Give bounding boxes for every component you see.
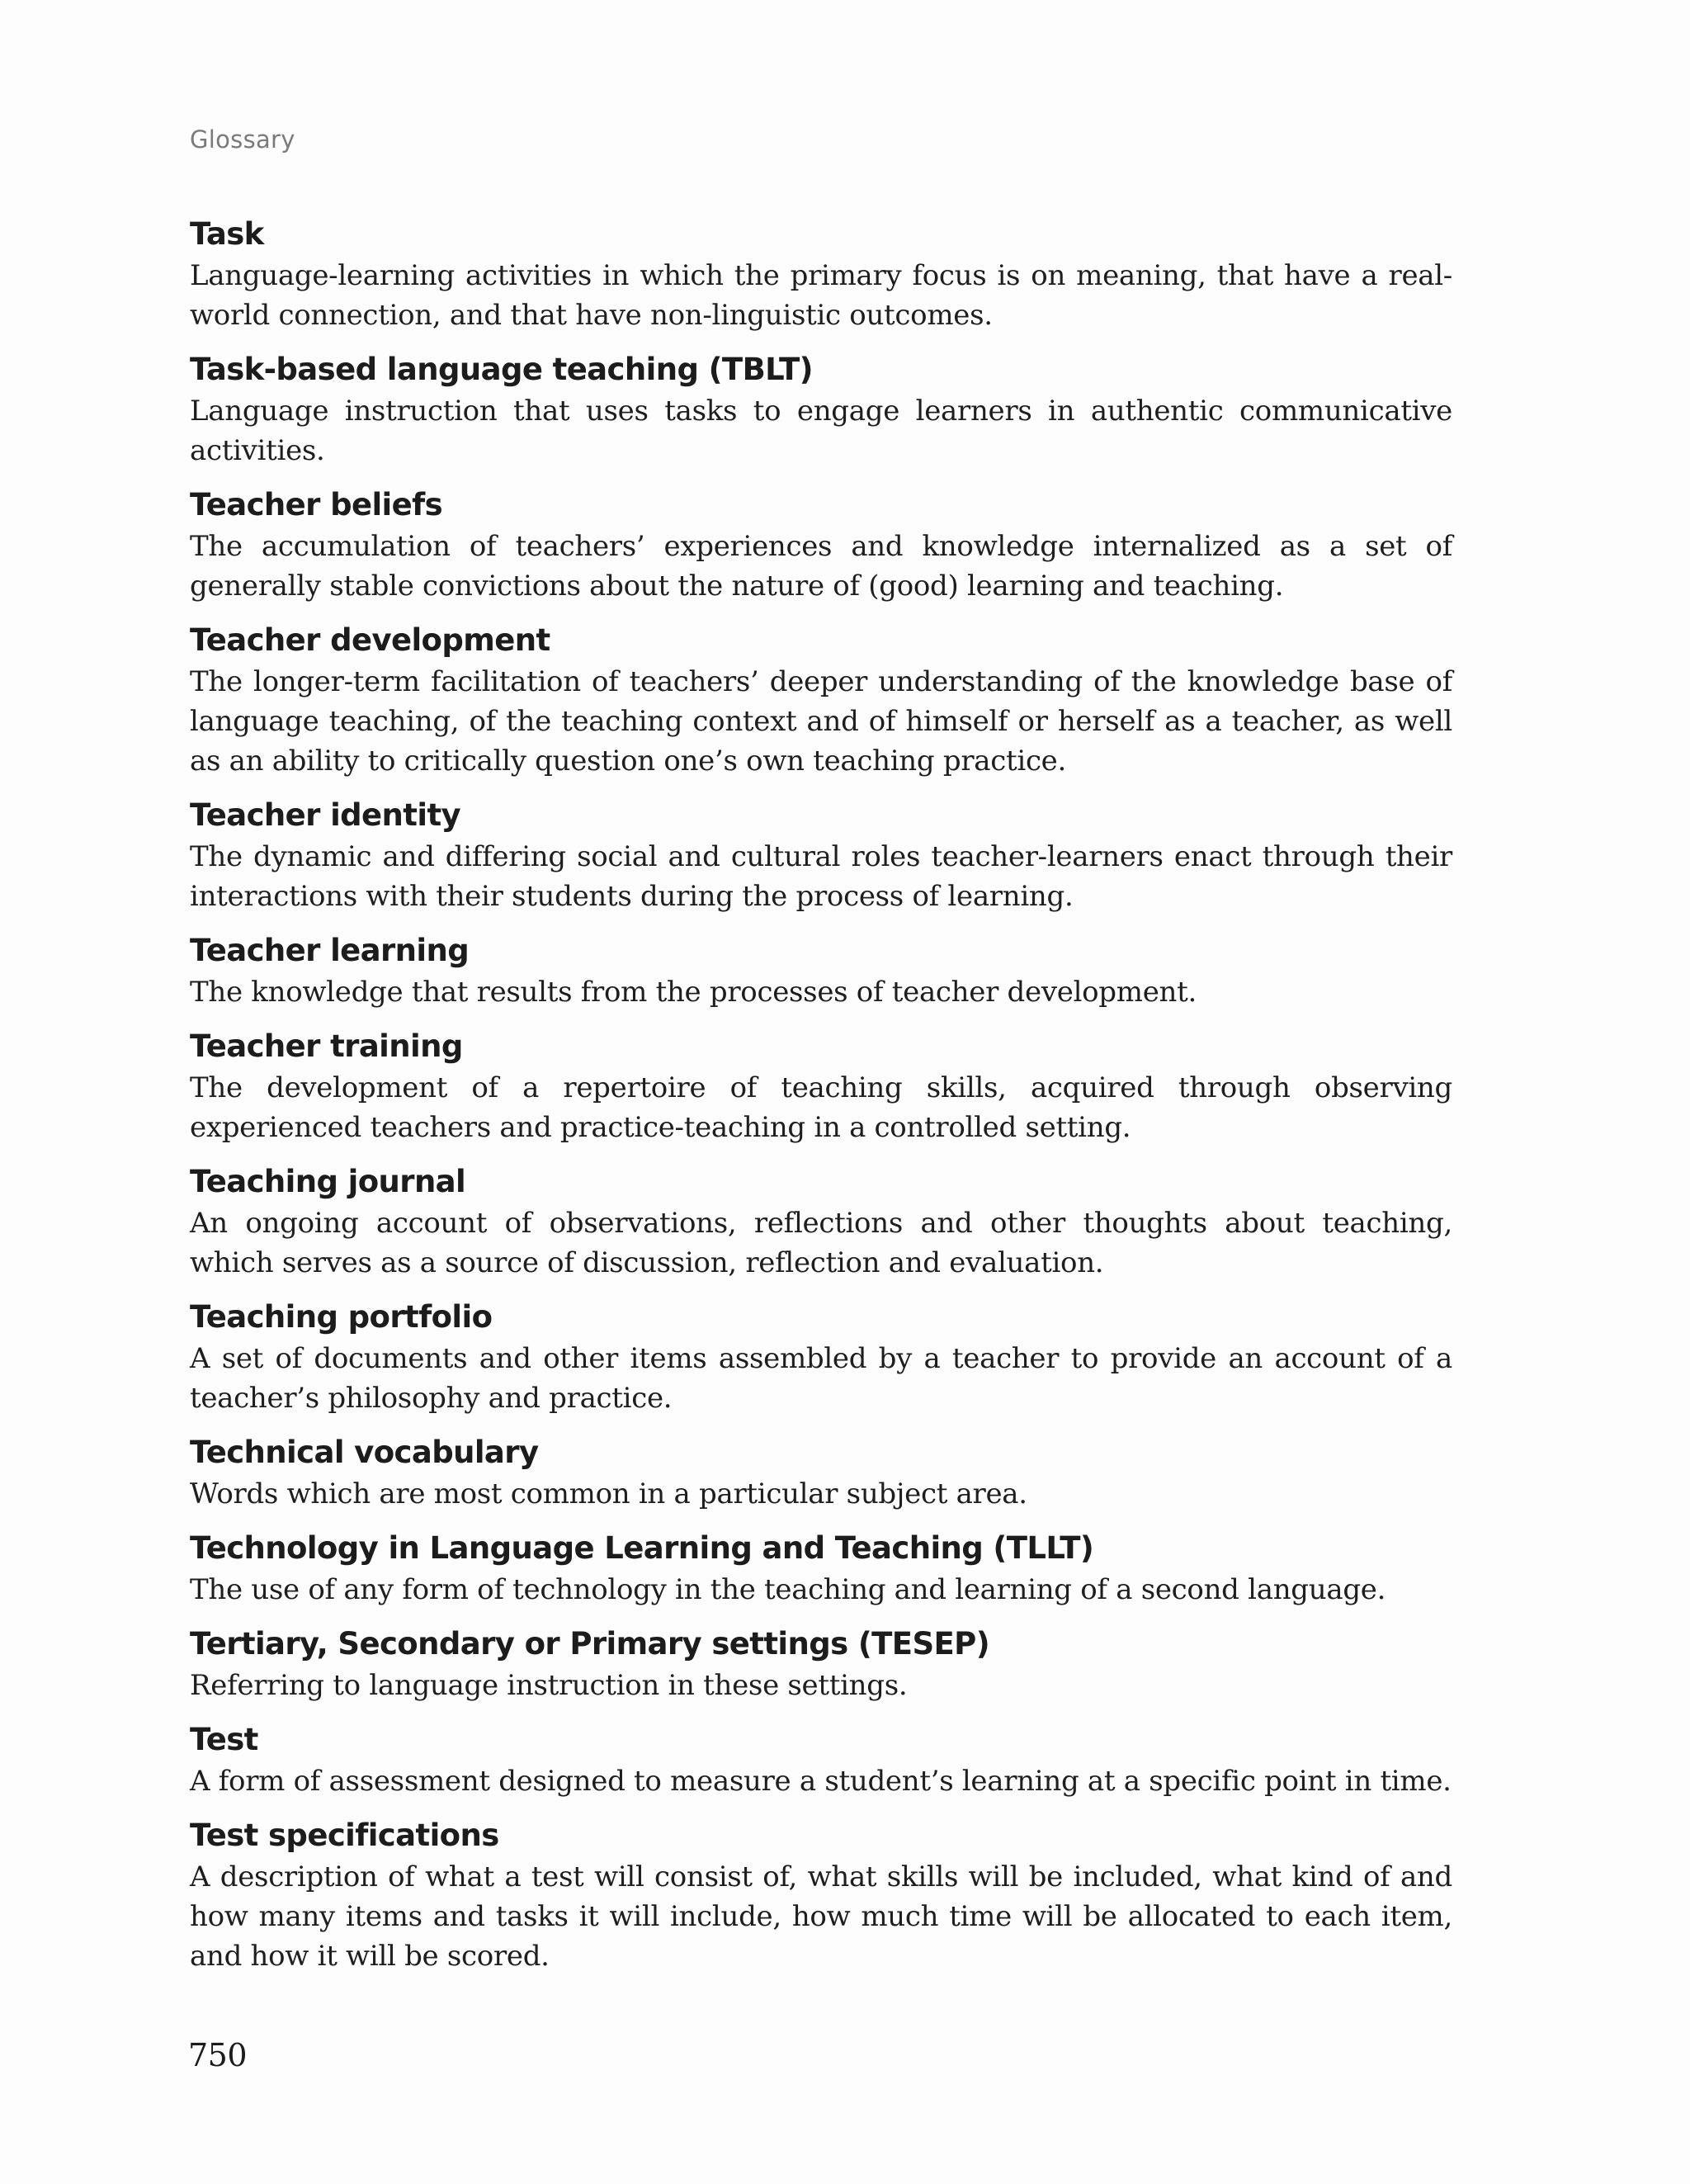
glossary-term: Teacher learning: [190, 933, 470, 968]
glossary-definition: A form of assessment designed to measure a student’s learning at a specific point in time.: [190, 1765, 1452, 1798]
glossary-definition: A description of what a test will consist of, what skills will be included, what kind of and how many items and tasks it will include, how much time will be allocated to each item, and how it will be scored.: [190, 1860, 1452, 1973]
glossary-term: Teacher training: [190, 1028, 463, 1064]
glossary-definition: Words which are most common in a particular subject area.: [190, 1477, 1027, 1510]
glossary-entry-tllt: [190, 1530, 1452, 1610]
glossary-definition: Referring to language instruction in these settings.: [190, 1669, 908, 1702]
glossary-term: Technical vocabulary: [190, 1435, 539, 1470]
glossary-entries: [190, 216, 1452, 1993]
glossary-entry-teaching-portfolio: [190, 1299, 1452, 1418]
glossary-term: Teaching portfolio: [190, 1299, 493, 1335]
glossary-entry-teacher-beliefs: [190, 487, 1452, 606]
glossary-entry-teacher-training: [190, 1028, 1452, 1147]
glossary-entry-test-specifications: [190, 1818, 1452, 1976]
glossary-definition: The use of any form of technology in the teaching and learning of a second language.: [190, 1573, 1386, 1606]
glossary-entry-technical-vocabulary: [190, 1435, 1452, 1514]
glossary-term: Teacher beliefs: [190, 487, 443, 522]
glossary-entry-tblt: [190, 352, 1452, 470]
glossary-entry-tesep: [190, 1626, 1452, 1705]
glossary-term: Teacher development: [190, 622, 550, 658]
glossary-definition: Language instruction that uses tasks to engage learners in authentic communicative activities.: [190, 395, 1452, 467]
running-head: Glossary: [190, 125, 295, 154]
glossary-term: Task-based language teaching (TBLT): [190, 352, 813, 387]
glossary-entry-teacher-learning: [190, 933, 1452, 1012]
glossary-entry-teaching-journal: [190, 1164, 1452, 1283]
glossary-definition: The accumulation of teachers’ experiences and knowledge internalized as a set of generally stable convictions about the nature of (good) learning and teaching.: [190, 530, 1452, 603]
glossary-term: Teaching journal: [190, 1164, 466, 1199]
glossary-entry-teacher-identity: [190, 797, 1452, 916]
glossary-definition: A set of documents and other items assembled by a teacher to provide an account of a teacher’s philosophy and practice.: [190, 1342, 1452, 1415]
glossary-term: Teacher identity: [190, 797, 461, 833]
glossary-definition: An ongoing account of observations, reflections and other thoughts about teaching, which serves as a source of discussion, reflection and evaluation.: [190, 1207, 1452, 1279]
glossary-definition: The knowledge that results from the processes of teacher development.: [190, 976, 1197, 1009]
glossary-definition: The dynamic and differing social and cultural roles teacher-learners enact through their interactions with their students during the process of learning.: [190, 840, 1452, 913]
glossary-entry-task: [190, 216, 1452, 335]
glossary-term: Test specifications: [190, 1818, 499, 1853]
glossary-definition: Language-learning activities in which the primary focus is on meaning, that have a real-world connection, and that have non-linguistic outcomes.: [190, 259, 1452, 332]
glossary-term: Tertiary, Secondary or Primary settings (TESEP): [190, 1626, 990, 1662]
glossary-entry-teacher-development: [190, 622, 1452, 781]
glossary-term: Task: [190, 216, 264, 252]
glossary-entry-test: [190, 1722, 1452, 1801]
glossary-definition: The longer-term facilitation of teachers’ deeper understanding of the knowledge base of language teaching, of the teaching context and of himself or herself as a teacher, as well as an ability to critically question one’s own teaching practice.: [190, 665, 1452, 778]
glossary-term: Test: [190, 1722, 258, 1757]
glossary-term: Technology in Language Learning and Teaching (TLLT): [190, 1530, 1094, 1566]
page-number: 750: [188, 2037, 248, 2073]
glossary-definition: The development of a repertoire of teaching skills, acquired through observing experienced teachers and practice-teaching in a controlled setting.: [190, 1071, 1452, 1144]
